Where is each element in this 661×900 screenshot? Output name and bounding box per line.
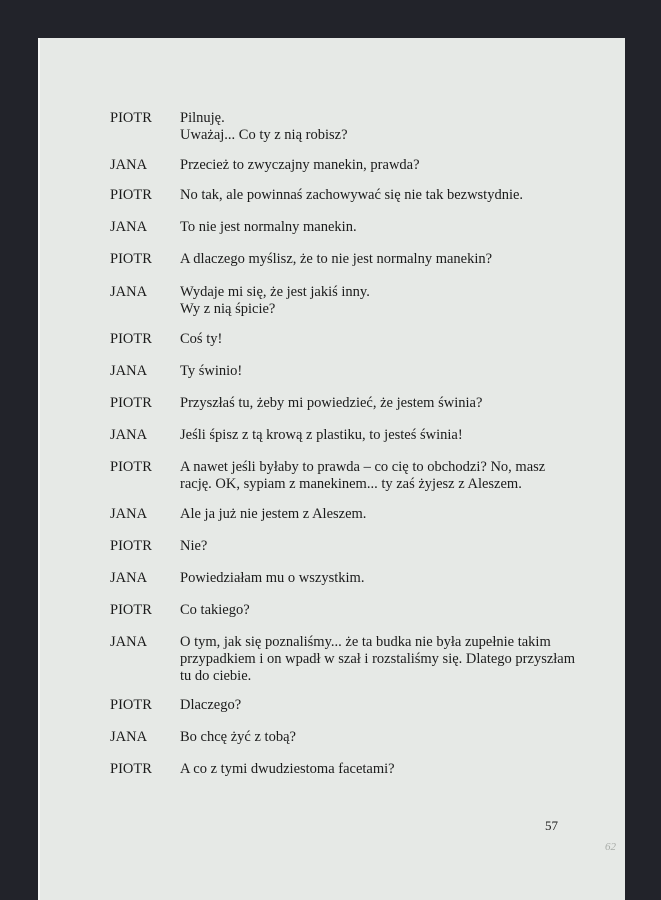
speaker-name: PIOTR [110, 761, 152, 777]
speaker-name: JANA [110, 570, 148, 586]
dialogue-line: Bo chcę żyć z tobą? [180, 729, 296, 745]
dialogue-line: To nie jest normalny manekin. [180, 219, 357, 235]
dialogue-line: Powiedziałam mu o wszystkim. [180, 570, 365, 586]
dialogue-line: Jeśli śpisz z tą krową z plastiku, to jesteś świnia! [180, 427, 463, 443]
archive-mark: 62 [605, 841, 616, 853]
speaker-name: PIOTR [110, 110, 152, 126]
speaker-name: JANA [110, 284, 148, 300]
speaker-name: JANA [110, 427, 148, 443]
dialogue-line: Wydaje mi się, że jest jakiś inny. [180, 284, 370, 300]
dialogue-line: Uważaj... Co ty z nią robisz? [180, 127, 348, 143]
dialogue-line: rację. OK, sypiam z manekinem... ty zaś żyjesz z Aleszem. [180, 476, 522, 492]
page-number: 57 [545, 818, 558, 833]
speaker-name: JANA [110, 634, 148, 650]
speaker-name: JANA [110, 363, 148, 379]
dialogue-line: Przyszłaś tu, żeby mi powiedzieć, że jestem świnia? [180, 395, 483, 411]
speaker-name: JANA [110, 506, 148, 522]
speaker-name: JANA [110, 219, 148, 235]
dialogue-line: A dlaczego myślisz, że to nie jest normalny manekin? [180, 251, 493, 267]
dialogue-line: Dlaczego? [180, 697, 242, 713]
dialogue-line: Ale ja już nie jestem z Aleszem. [180, 506, 367, 522]
dialogue-line: Nie? [180, 538, 208, 554]
dialogue-line: przypadkiem i on wpadł w szał i rozstaliśmy się. Dlatego przyszłam [180, 651, 576, 667]
document-page [38, 38, 625, 900]
dialogue-line: Wy z nią śpicie? [180, 301, 276, 317]
speaker-name: PIOTR [110, 538, 152, 554]
speaker-name: JANA [110, 157, 148, 173]
dialogue-line: No tak, ale powinnaś zachowywać się nie tak bezwstydnie. [180, 187, 524, 203]
dialogue-line: O tym, jak się poznaliśmy... że ta budka nie była zupełnie takim [180, 634, 551, 650]
dialogue-line: A nawet jeśli byłaby to prawda – co cię to obchodzi? No, masz [180, 459, 546, 475]
speaker-name: PIOTR [110, 395, 152, 411]
speaker-name: JANA [110, 729, 148, 745]
speaker-name: PIOTR [110, 459, 152, 475]
dialogue-line: Coś ty! [180, 331, 223, 347]
speaker-name: PIOTR [110, 602, 152, 618]
speaker-name: PIOTR [110, 187, 152, 203]
dialogue-line: Ty świnio! [180, 363, 243, 379]
dialogue-line: Pilnuję. [180, 110, 225, 126]
speaker-name: PIOTR [110, 331, 152, 347]
dialogue-line: Co takiego? [180, 602, 250, 618]
dialogue-line: A co z tymi dwudziestoma facetami? [180, 761, 395, 777]
dialogue-line: Przecież to zwyczajny manekin, prawda? [180, 157, 420, 173]
dialogue-line: tu do ciebie. [180, 668, 252, 684]
speaker-name: PIOTR [110, 251, 152, 267]
speaker-name: PIOTR [110, 697, 152, 713]
